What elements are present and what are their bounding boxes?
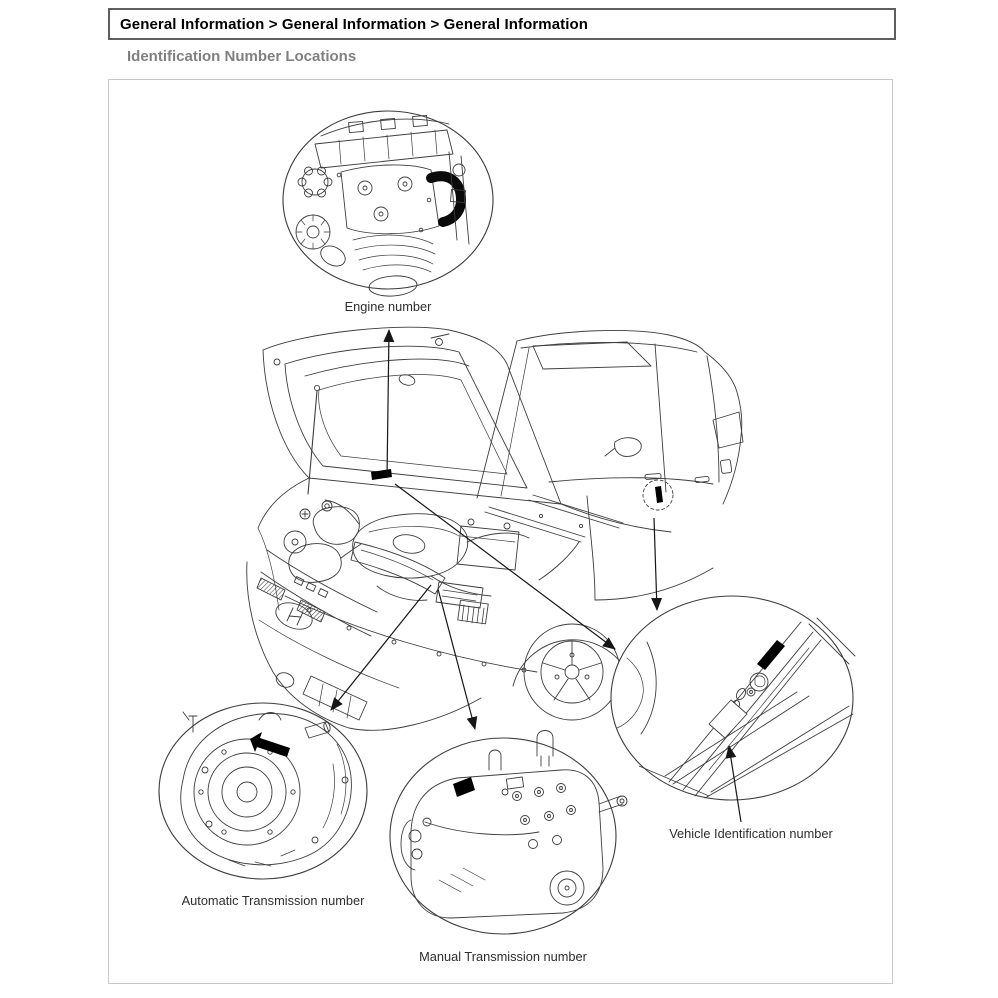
hood-prop-rod xyxy=(308,385,320,494)
identification-figure xyxy=(108,79,893,984)
manual-transmission-number-label: Manual Transmission number xyxy=(419,949,587,964)
cowl-and-wipers xyxy=(477,341,671,542)
engine-number-mark xyxy=(371,469,392,480)
identification-diagram xyxy=(109,80,892,983)
at-arrow xyxy=(331,585,431,710)
page-title: Identification Number Locations xyxy=(127,48,357,65)
automatic-transmission-number-label: Automatic Transmission number xyxy=(181,893,365,908)
vin-pillar-highlight xyxy=(643,480,673,510)
vin-pillar-mark xyxy=(655,486,663,503)
manual-transmission-inset xyxy=(390,731,627,935)
breadcrumb-text: General Information > General Information > General Information xyxy=(120,16,589,33)
vehicle-identification-number-label: Vehicle Identification number xyxy=(669,826,833,841)
vin-pillar-arrow xyxy=(654,518,657,610)
front-end xyxy=(247,478,481,730)
breadcrumb xyxy=(108,8,896,40)
engine-bay xyxy=(284,500,579,672)
automatic-transmission-inset xyxy=(159,703,367,879)
engine-arrow xyxy=(387,330,389,478)
vin-bay-arrow xyxy=(395,484,615,649)
mt-inset-circle xyxy=(390,738,616,934)
at-inset-circle xyxy=(159,703,367,879)
engine-inset xyxy=(283,111,493,298)
engine-number-label: Engine number xyxy=(344,299,432,314)
